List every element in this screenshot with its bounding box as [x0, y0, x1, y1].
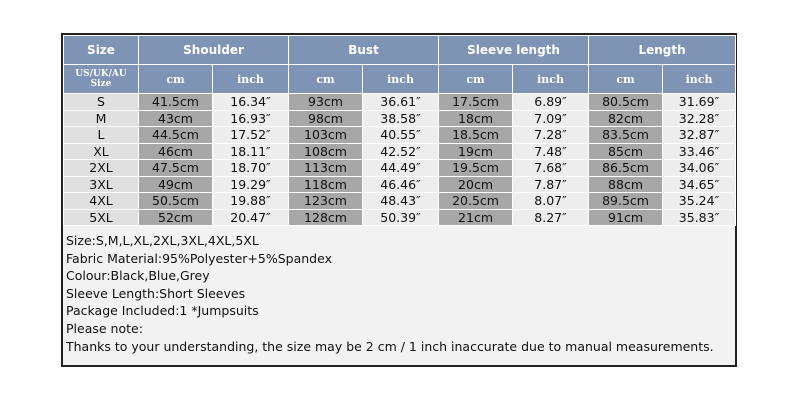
inch-value-cell: 44.49″	[363, 160, 439, 177]
inch-value-cell: 40.55″	[363, 127, 439, 144]
inch-value-cell: 19.88″	[213, 193, 289, 210]
inch-value-cell: 7.09″	[513, 110, 589, 127]
inch-value-cell: 42.52″	[363, 143, 439, 160]
unit-inch-header: inch	[363, 65, 439, 94]
note-line: Sleeve Length:Short Sleeves	[66, 285, 246, 301]
cm-value-cell: 46cm	[139, 143, 213, 160]
cm-value-cell: 19.5cm	[439, 160, 513, 177]
cm-value-cell: 80.5cm	[589, 94, 663, 111]
size-label-cell: XL	[64, 143, 139, 160]
cm-value-cell: 18.5cm	[439, 127, 513, 144]
cm-value-cell: 128cm	[289, 209, 363, 226]
inch-value-cell: 20.47″	[213, 209, 289, 226]
inch-value-cell: 16.34″	[213, 94, 289, 111]
note-line: Package Included:1 *Jumpsuits	[66, 303, 259, 319]
cm-value-cell: 86.5cm	[589, 160, 663, 177]
cm-value-cell: 21cm	[439, 209, 513, 226]
cm-value-cell: 52cm	[139, 209, 213, 226]
cm-value-cell: 41.5cm	[139, 94, 213, 111]
cm-value-cell: 83.5cm	[589, 127, 663, 144]
note-line: Size:S,M,L,XL,2XL,3XL,4XL,5XL	[66, 233, 259, 248]
size-chart-table	[63, 35, 736, 226]
table-row	[64, 176, 736, 193]
size-rows	[64, 94, 736, 226]
cm-value-cell: 82cm	[589, 110, 663, 127]
inch-value-cell: 18.11″	[213, 143, 289, 160]
cm-value-cell: 113cm	[289, 160, 363, 177]
note-line: Fabric Material:95%Polyester+5%Spandex	[66, 250, 332, 266]
size-label-cell: M	[64, 110, 139, 127]
inch-value-cell: 34.65″	[663, 176, 736, 193]
table-row	[64, 160, 736, 177]
product-notes	[66, 232, 734, 355]
inch-value-cell: 35.24″	[663, 193, 736, 210]
inch-value-cell: 33.46″	[663, 143, 736, 160]
inch-value-cell: 32.87″	[663, 127, 736, 144]
inch-value-cell: 18.70″	[213, 160, 289, 177]
cm-value-cell: 47.5cm	[139, 160, 213, 177]
inch-value-cell: 6.89″	[513, 94, 589, 111]
size-label-cell: 4XL	[64, 193, 139, 210]
unit-inch-header: inch	[663, 65, 736, 94]
table-row	[64, 209, 736, 226]
size-label-cell: 3XL	[64, 176, 139, 193]
table-row	[64, 143, 736, 160]
header-row-units	[64, 65, 736, 94]
unit-inch-header: inch	[213, 65, 289, 94]
inch-value-cell: 36.61″	[363, 94, 439, 111]
cm-value-cell: 103cm	[289, 127, 363, 144]
length-header: Length	[589, 36, 736, 65]
unit-cm-header: cm	[439, 65, 513, 94]
table-row	[64, 193, 736, 210]
inch-value-cell: 17.52″	[213, 127, 289, 144]
inch-value-cell: 7.28″	[513, 127, 589, 144]
cm-value-cell: 93cm	[289, 94, 363, 111]
table-row	[64, 127, 736, 144]
inch-value-cell: 7.48″	[513, 143, 589, 160]
unit-inch-header: inch	[513, 65, 589, 94]
shoulder-header: Shoulder	[139, 36, 289, 65]
cm-value-cell: 88cm	[589, 176, 663, 193]
size-chart-frame	[61, 33, 737, 367]
cm-value-cell: 89.5cm	[589, 193, 663, 210]
inch-value-cell: 8.27″	[513, 209, 589, 226]
inch-value-cell: 48.43″	[363, 193, 439, 210]
inch-value-cell: 38.58″	[363, 110, 439, 127]
table-row	[64, 110, 736, 127]
inch-value-cell: 50.39″	[363, 209, 439, 226]
cm-value-cell: 20.5cm	[439, 193, 513, 210]
size-label-cell: 5XL	[64, 209, 139, 226]
cm-value-cell: 44.5cm	[139, 127, 213, 144]
cm-value-cell: 17.5cm	[439, 94, 513, 111]
unit-cm-header: cm	[289, 65, 363, 94]
note-line: Thanks to your understanding, the size may be 2 cm / 1 inch inaccurate due to manual measurements.	[66, 338, 714, 354]
size-header: Size	[64, 36, 139, 65]
region-size-label: Size	[90, 79, 112, 89]
inch-value-cell: 34.06″	[663, 160, 736, 177]
inch-value-cell: 31.69″	[663, 94, 736, 111]
cm-value-cell: 50.5cm	[139, 193, 213, 210]
cm-value-cell: 43cm	[139, 110, 213, 127]
unit-cm-header: cm	[139, 65, 213, 94]
cm-value-cell: 91cm	[589, 209, 663, 226]
inch-value-cell: 16.93″	[213, 110, 289, 127]
cm-value-cell: 20cm	[439, 176, 513, 193]
inch-value-cell: 7.68″	[513, 160, 589, 177]
inch-value-cell: 8.07″	[513, 193, 589, 210]
cm-value-cell: 98cm	[289, 110, 363, 127]
cm-value-cell: 19cm	[439, 143, 513, 160]
size-label-cell: 2XL	[64, 160, 139, 177]
note-line: Colour:Black,Blue,Grey	[66, 268, 210, 284]
unit-cm-header: cm	[589, 65, 663, 94]
bust-header: Bust	[289, 36, 439, 65]
inch-value-cell: 32.28″	[663, 110, 736, 127]
inch-value-cell: 46.46″	[363, 176, 439, 193]
cm-value-cell: 85cm	[589, 143, 663, 160]
table-row	[64, 94, 736, 111]
region-size-header	[64, 65, 139, 94]
cm-value-cell: 18cm	[439, 110, 513, 127]
cm-value-cell: 118cm	[289, 176, 363, 193]
cm-value-cell: 49cm	[139, 176, 213, 193]
cm-value-cell: 123cm	[289, 193, 363, 210]
region-label: US/UK/AU	[75, 69, 127, 79]
size-label-cell: S	[64, 94, 139, 111]
inch-value-cell: 7.87″	[513, 176, 589, 193]
inch-value-cell: 35.83″	[663, 209, 736, 226]
header-row-groups	[64, 36, 736, 65]
note-line: Please note:	[66, 320, 143, 336]
sleeve-length-header: Sleeve length	[439, 36, 589, 65]
size-label-cell: L	[64, 127, 139, 144]
cm-value-cell: 108cm	[289, 143, 363, 160]
inch-value-cell: 19.29″	[213, 176, 289, 193]
